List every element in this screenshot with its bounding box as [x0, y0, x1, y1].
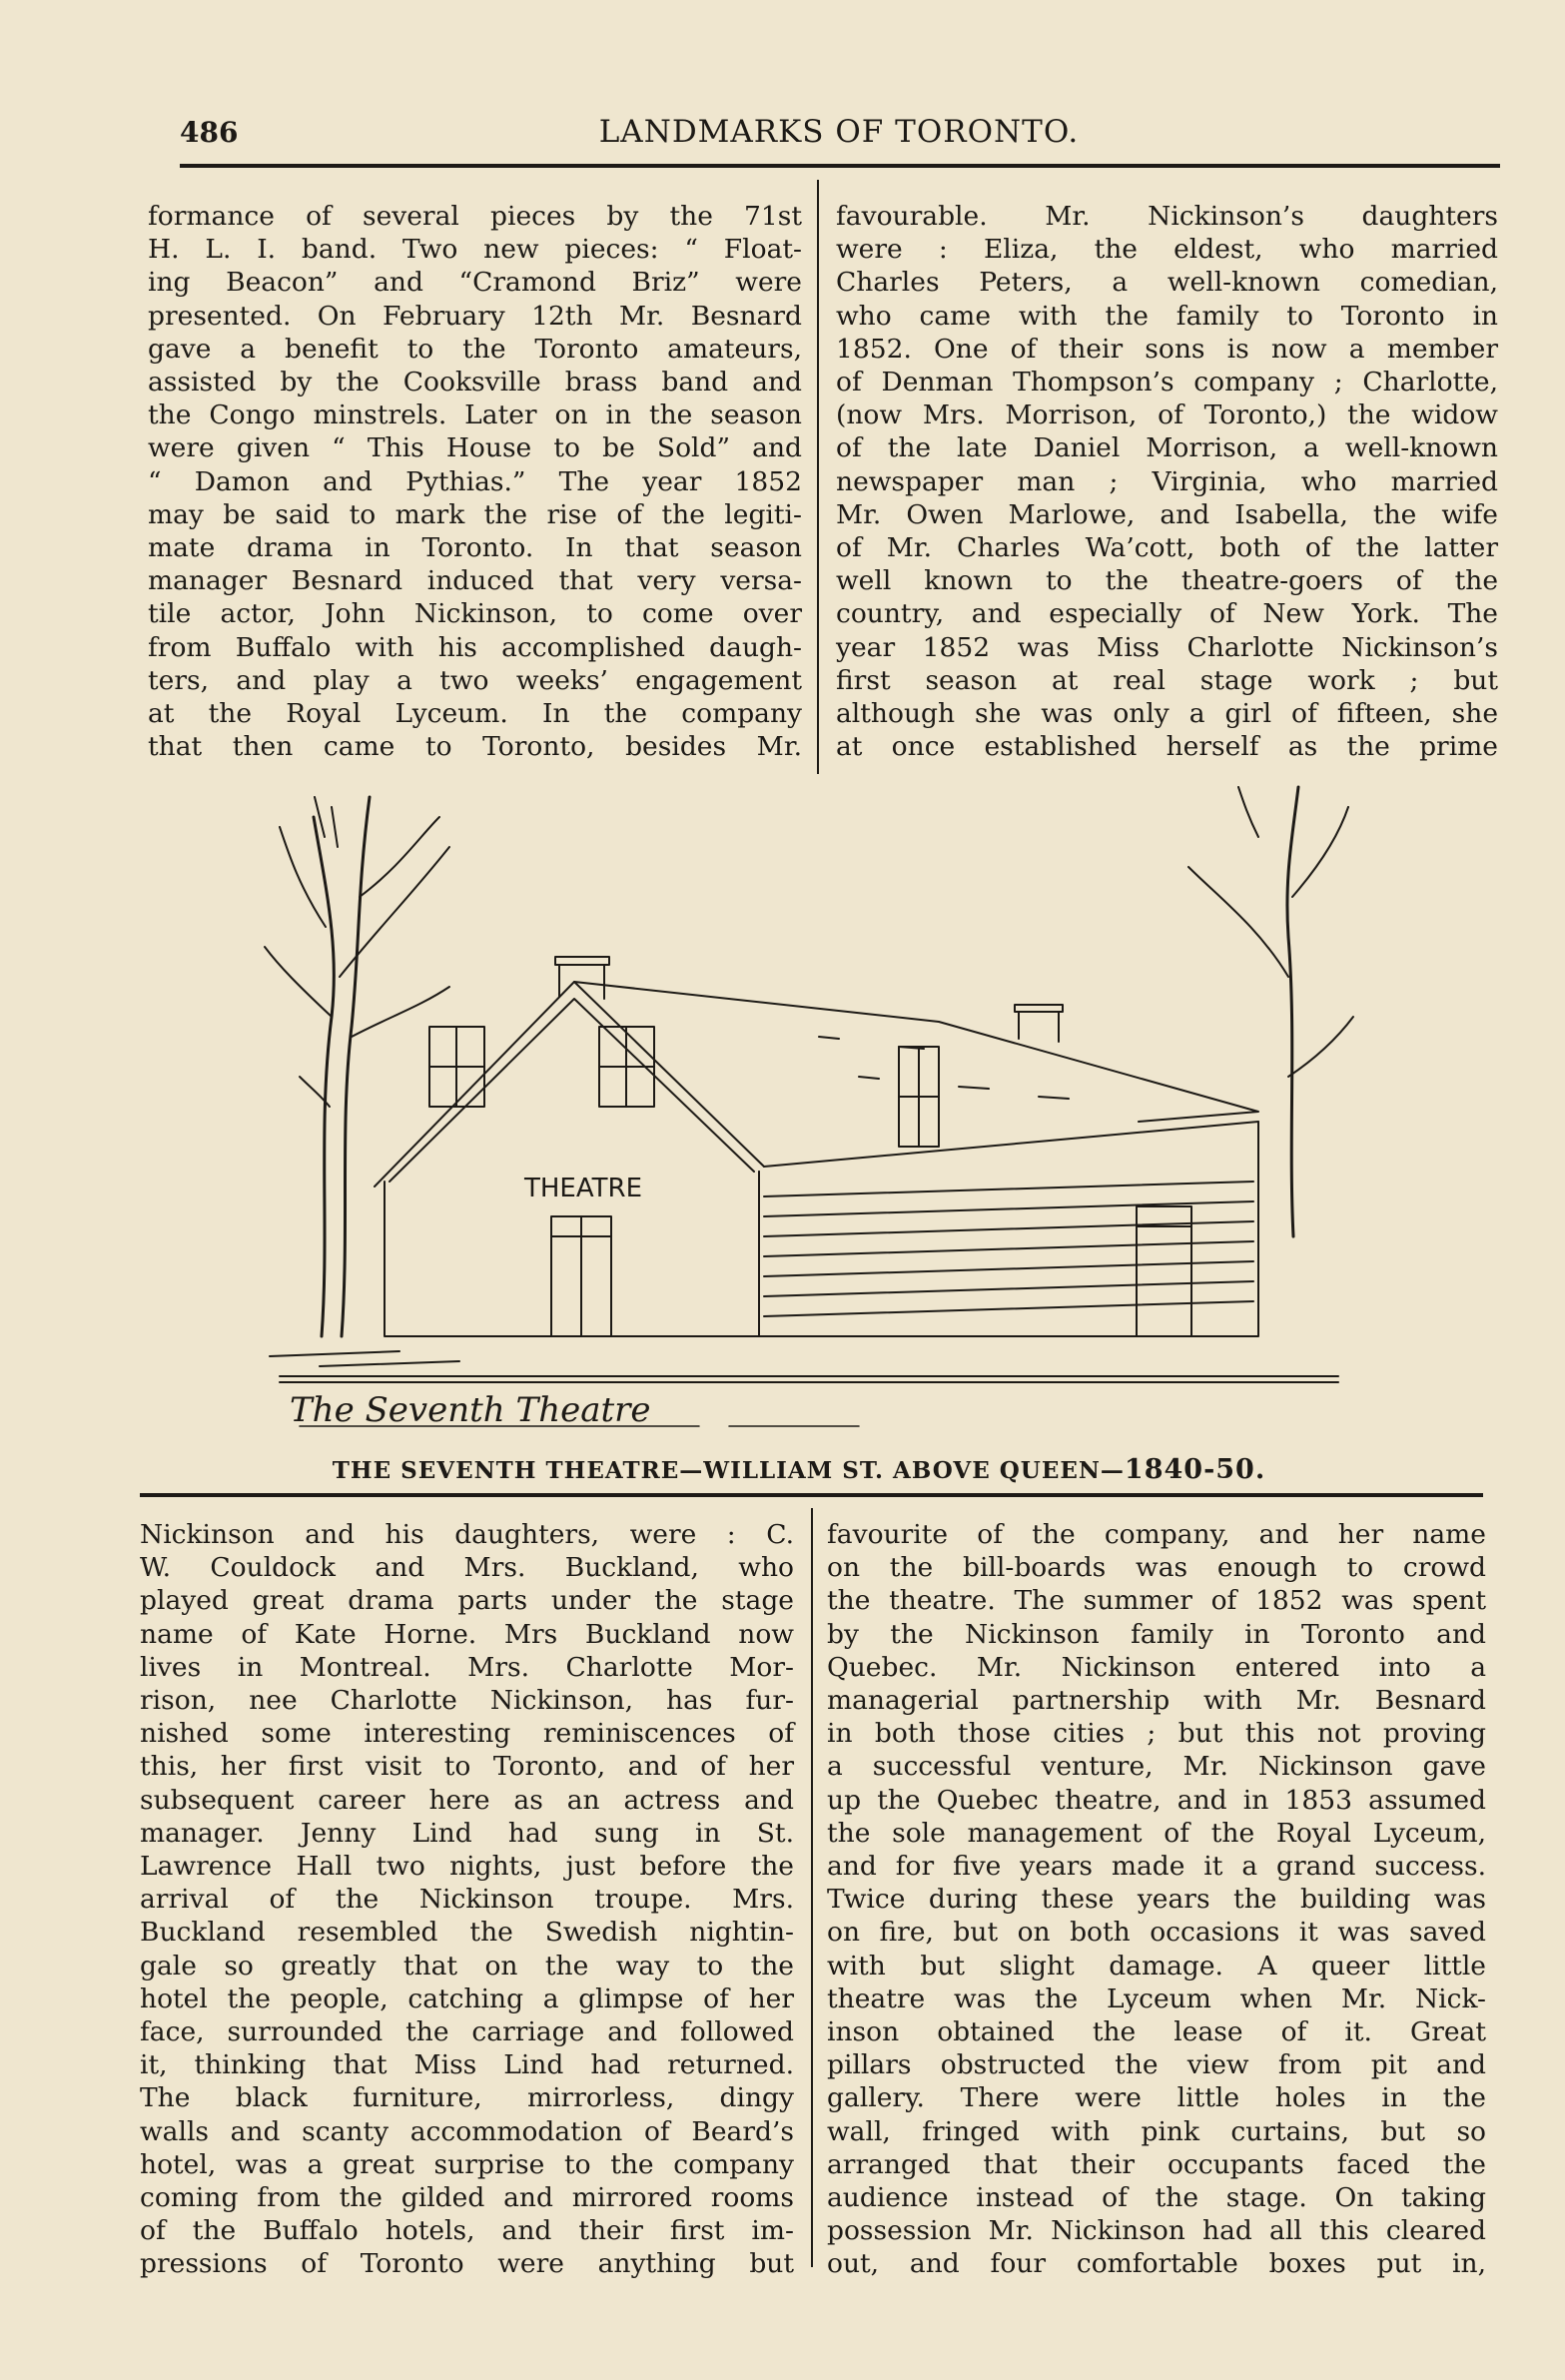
text-line: Charles Peters, a well-known comedian, — [836, 267, 1498, 299]
header-rule — [180, 164, 1500, 168]
text-line: possession Mr. Nickinson had all this cleared — [827, 2215, 1486, 2247]
text-line: the Congo minstrels. Later on in the season — [148, 399, 802, 431]
text-line: (now Mrs. Morrison, of Toronto,) the widow — [836, 399, 1498, 431]
text-line: arrival of the Nickinson troupe. Mrs. — [140, 1884, 794, 1916]
text-line: audience instead of the stage. On taking — [827, 2182, 1486, 2214]
text-column-bottom-left — [140, 1518, 794, 2281]
text-line: from Buffalo with his accomplished daugh- — [148, 631, 802, 663]
text-line: country, and especially of New York. The — [836, 598, 1498, 630]
text-line: Buckland resembled the Swedish nightin- — [140, 1917, 794, 1949]
text-line: of the Buffalo hotels, and their first im- — [140, 2215, 794, 2247]
text-line: at the Royal Lyceum. In the company — [148, 698, 802, 730]
theatre-building — [375, 957, 1258, 1336]
text-line: 1852. One of their sons is now a member — [836, 333, 1498, 365]
text-line: newspaper man ; Virginia, who married — [836, 465, 1498, 497]
text-line: ing Beacon” and “Cramond Briz” were — [148, 267, 802, 299]
text-line: mate drama in Toronto. In that season — [148, 532, 802, 564]
column-divider-top — [817, 180, 819, 774]
text-line: rison, nee Charlotte Nickinson, has fur- — [140, 1685, 794, 1717]
text-line: of Denman Thompson’s company ; Charlotte, — [836, 367, 1498, 398]
text-line: the sole management of the Royal Lyceum, — [827, 1817, 1486, 1849]
text-line: on the bill-boards was enough to crowd — [827, 1552, 1486, 1584]
text-line: it, thinking that Miss Lind had returned. — [140, 2049, 794, 2081]
text-line: gale so greatly that on the way to the — [140, 1950, 794, 1982]
text-line: The black furniture, mirrorless, dingy — [140, 2082, 794, 2114]
text-line: Quebec. Mr. Nickinson entered into a — [827, 1651, 1486, 1683]
left-tree — [265, 797, 449, 1336]
text-line: manager Besnard induced that very versa- — [148, 565, 802, 597]
text-line: that then came to Toronto, besides Mr. — [148, 731, 802, 763]
text-line: at once established herself as the prime — [836, 731, 1498, 763]
text-line: pillars obstructed the view from pit and — [827, 2049, 1486, 2081]
text-line: up the Quebec theatre, and in 1853 assumed — [827, 1784, 1486, 1816]
text-column-bottom-right — [827, 1518, 1486, 2281]
text-line: subsequent career here as an actress and — [140, 1784, 794, 1816]
ground-lines — [270, 1351, 1338, 1382]
text-line: gallery. There were little holes in the — [827, 2082, 1486, 2114]
text-line: tile actor, John Nickinson, to come over — [148, 598, 802, 630]
handwritten-title: The Seventh Theatre — [290, 1390, 651, 1430]
running-title: LANDMARKS OF TORONTO. — [598, 114, 1080, 150]
text-line: manager. Jenny Lind had sung in St. — [140, 1817, 794, 1849]
text-line: who came with the family to Toronto in — [836, 300, 1498, 332]
text-line: were : Eliza, the eldest, who married — [836, 234, 1498, 266]
text-line: name of Kate Horne. Mrs Buckland now — [140, 1618, 794, 1650]
text-line: in both those cities ; but this not proving — [827, 1718, 1486, 1750]
text-line: face, surrounded the carriage and followed — [140, 2016, 794, 2048]
text-line: of Mr. Charles Wa’cott, both of the latter — [836, 532, 1498, 564]
text-line: W. Couldock and Mrs. Buckland, who — [140, 1552, 794, 1584]
text-line: favourable. Mr. Nickinson’s daughters — [836, 201, 1498, 232]
text-line: on fire, but on both occasions it was saved — [827, 1917, 1486, 1949]
text-line: favourite of the company, and her name — [827, 1519, 1486, 1550]
text-line: this, her first visit to Toronto, and of her — [140, 1751, 794, 1783]
text-line: lives in Montreal. Mrs. Charlotte Mor- — [140, 1651, 794, 1683]
caption-years: 1840-50. — [1124, 1454, 1266, 1485]
text-line: Lawrence Hall two nights, just before the — [140, 1851, 794, 1883]
text-line: assisted by the Cooksville brass band and — [148, 367, 802, 398]
column-divider-bottom — [811, 1508, 813, 2267]
text-line: by the Nickinson family in Toronto and — [827, 1618, 1486, 1650]
text-line: the theatre. The summer of 1852 was spent — [827, 1585, 1486, 1617]
text-line: were given “ This House to be Sold” and — [148, 432, 802, 464]
text-line: arranged that their occupants faced the — [827, 2148, 1486, 2180]
text-line: year 1852 was Miss Charlotte Nickinson’s — [836, 631, 1498, 663]
text-line: out, and four comfortable boxes put in, — [827, 2248, 1486, 2280]
text-line: walls and scanty accommodation of Beard’s — [140, 2115, 794, 2147]
text-line: with but slight damage. A queer little — [827, 1950, 1486, 1982]
text-line: Mr. Owen Marlowe, and Isabella, the wife — [836, 498, 1498, 530]
text-line: H. L. I. band. Two new pieces: “ Float- — [148, 234, 802, 266]
text-line: managerial partnership with Mr. Besnard — [827, 1685, 1486, 1717]
text-line: nished some interesting reminiscences of — [140, 1718, 794, 1750]
text-line: well known to the theatre-goers of the — [836, 565, 1498, 597]
text-column-top-left — [148, 200, 802, 763]
caption-rule — [140, 1493, 1483, 1497]
text-line: coming from the gilded and mirrored rooms — [140, 2182, 794, 2214]
text-line: of the late Daniel Morrison, a well-known — [836, 432, 1498, 464]
text-line: played great drama parts under the stage — [140, 1585, 794, 1617]
theatre-illustration — [260, 777, 1358, 1448]
text-line: and for five years made it a grand success. — [827, 1851, 1486, 1883]
page-number: 486 — [180, 116, 239, 149]
text-line: first season at real stage work ; but — [836, 664, 1498, 696]
text-line: a successful venture, Mr. Nickinson gave — [827, 1751, 1486, 1783]
text-line: Twice during these years the building was — [827, 1884, 1486, 1916]
caption-main: THE SEVENTH THEATRE—WILLIAM ST. ABOVE QUEEN— — [332, 1457, 1125, 1484]
text-column-top-right — [836, 200, 1498, 763]
text-line: although she was only a girl of fifteen, she — [836, 698, 1498, 730]
text-line: formance of several pieces by the 71st — [148, 201, 802, 232]
text-line: Nickinson and his daughters, were : C. — [140, 1519, 794, 1550]
text-line: ters, and play a two weeks’ engagement — [148, 664, 802, 696]
illustration-caption — [140, 1454, 1458, 1485]
text-line: presented. On February 12th Mr. Besnard — [148, 300, 802, 332]
text-line: wall, fringed with pink curtains, but so — [827, 2115, 1486, 2147]
text-line: hotel, was a great surprise to the company — [140, 2148, 794, 2180]
text-line: may be said to mark the rise of the legiti- — [148, 498, 802, 530]
text-line: pressions of Toronto were anything but — [140, 2248, 794, 2280]
text-line: hotel the people, catching a glimpse of her — [140, 1983, 794, 2014]
text-line: theatre was the Lyceum when Mr. Nick- — [827, 1983, 1486, 2014]
text-line: “ Damon and Pythias.” The year 1852 — [148, 465, 802, 497]
text-line: gave a benefit to the Toronto amateurs, — [148, 333, 802, 365]
text-line: inson obtained the lease of it. Great — [827, 2016, 1486, 2048]
right-tree — [1188, 787, 1353, 1236]
theatre-sign: THEATRE — [524, 1174, 643, 1203]
page-header — [180, 112, 1498, 156]
